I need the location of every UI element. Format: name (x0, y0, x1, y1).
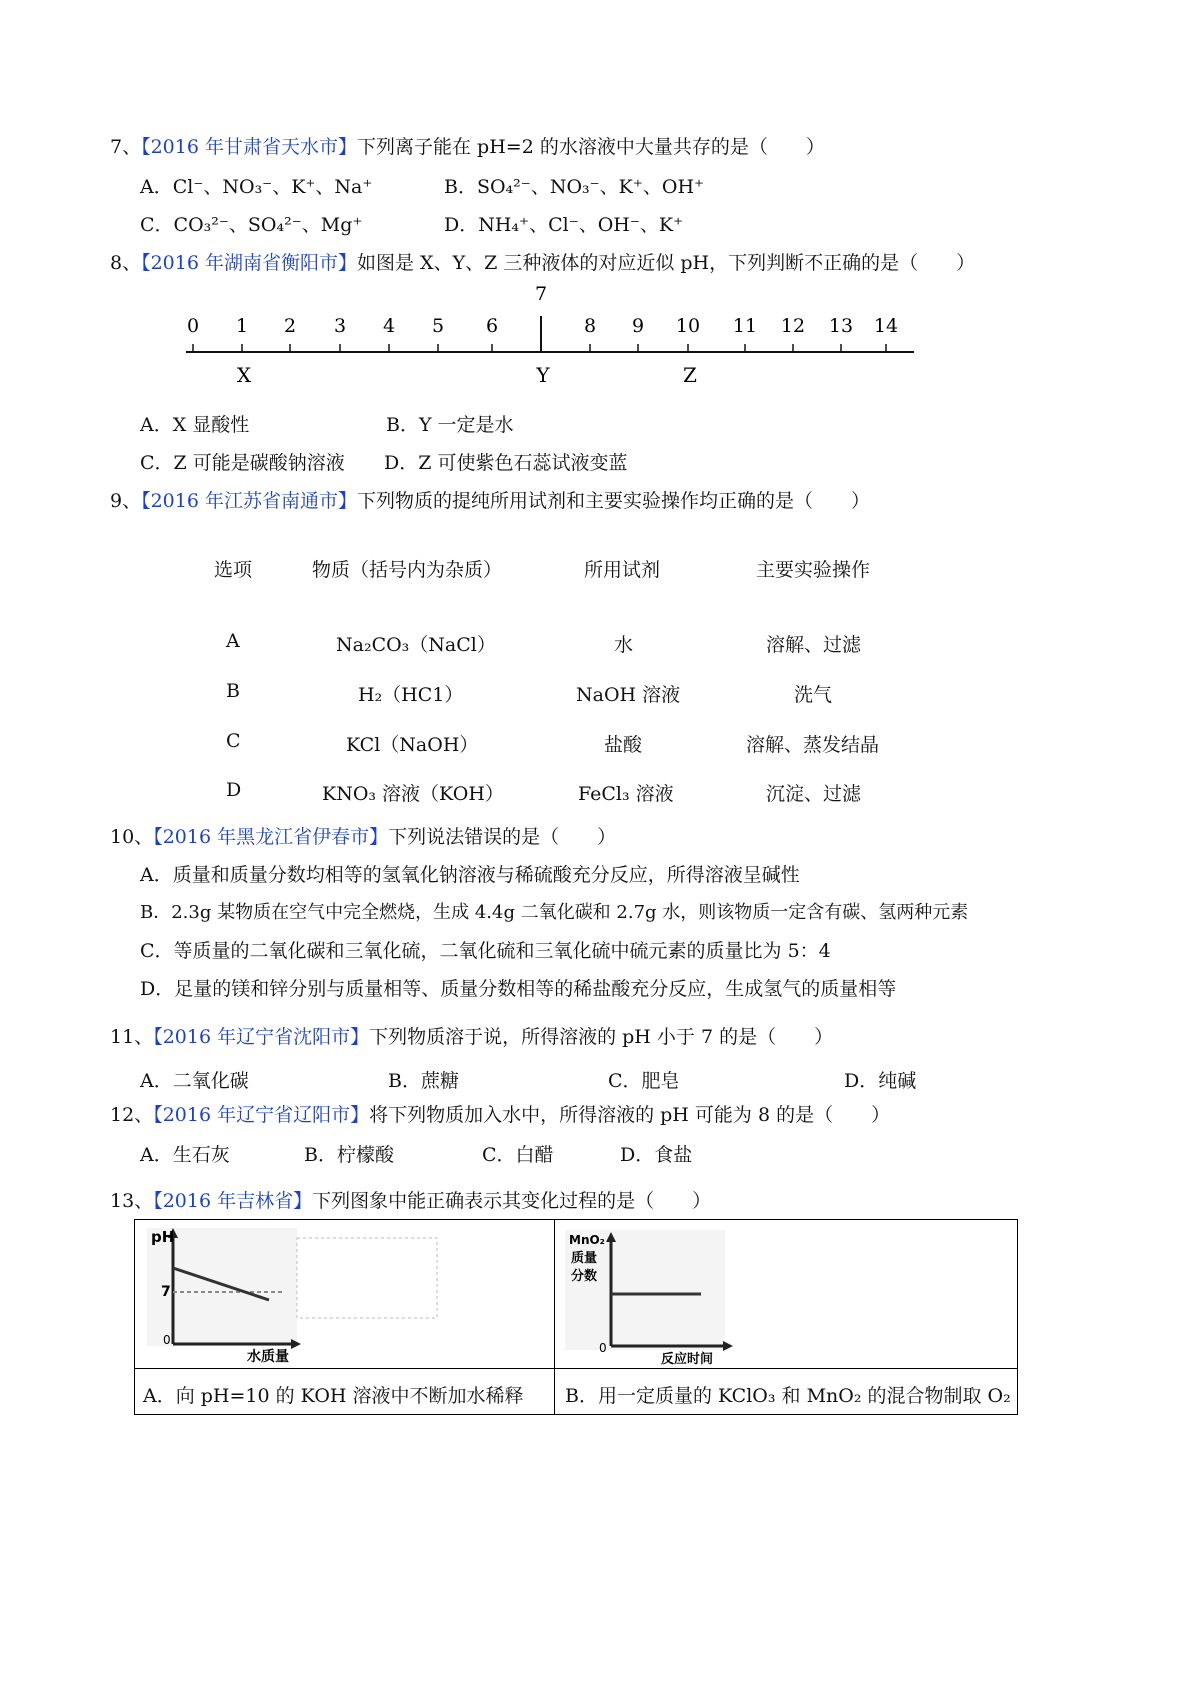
graph-b-bg (565, 1230, 725, 1350)
q9-row-b-option: B (226, 680, 240, 702)
ph-tick-label-3: 3 (333, 315, 347, 337)
q11-source-tag: 【2016 年辽宁省沈阳市】 (153, 1026, 370, 1048)
ph-tick-label-2: 2 (283, 315, 297, 337)
q9-row-d-operation: 沉淀、过滤 (766, 783, 862, 805)
q9-row-b-operation: 洗气 (794, 684, 833, 706)
ph-tick-label-14: 14 (873, 315, 899, 337)
q13-caption-a-cell (134, 1368, 555, 1415)
graph-b-ylabel-2: 质量 (571, 1251, 598, 1266)
q11-stem-line (110, 1022, 833, 1049)
q8-stem: 如图是 X、Y、Z 三种液体的对应近似 pH，下列判断不正确的是（ ） (357, 252, 976, 274)
q7-stem: 下列离子能在 pH=2 的水溶液中大量共存的是（ ） (357, 136, 825, 158)
q11-option-c: C．肥皂 (608, 1070, 680, 1092)
q8-option-b: B．Y 一定是水 (386, 414, 514, 436)
q9-row-a-substance: Na₂CO₃（NaCl） (336, 634, 496, 656)
graph-b-x-arrow (723, 1341, 733, 1351)
q10-stem: 下列说法错误的是（ ） (388, 826, 617, 848)
q11-option-d: D．纯碱 (844, 1070, 917, 1092)
q8-option-d: D．Z 可使紫色石蕊试液变蓝 (384, 452, 628, 474)
q8-option-c: C．Z 可能是碳酸钠溶液 (140, 452, 345, 474)
q9-row-a-operation: 溶解、过滤 (766, 634, 862, 656)
graph-a-xlabel: 水质量 (247, 1349, 289, 1365)
q9-stem: 下列物质的提纯所用试剂和主要实验操作均正确的是（ ） (357, 490, 871, 512)
q12-option-d: D．食盐 (620, 1144, 693, 1166)
q13-stem-line (110, 1186, 711, 1213)
q9-source-tag: 【2016 年江苏省南通市】 (141, 490, 357, 512)
q12-option-a: A．生石灰 (140, 1144, 230, 1166)
q10-stem-line (110, 822, 616, 849)
q9-row-a-option: A (226, 630, 240, 652)
q9-header-operation: 主要实验操作 (756, 559, 871, 581)
q10-option-d: D．足量的镁和锌分别与质量相等、质量分数相等的稀盐酸充分反应，生成氢气的质量相等 (140, 978, 897, 1000)
q9-row-d-substance: KNO₃ 溶液（KOH） (322, 783, 504, 805)
graph-b-xlabel: 反应时间 (661, 1352, 714, 1367)
q9-row-c-option: C (226, 730, 241, 752)
q13-caption-b: B．用一定质量的 KClO₃ 和 MnO₂ 的混合物制取 O₂ (565, 1385, 1011, 1407)
ph-tick-label-5: 5 (431, 315, 445, 337)
q10-option-a: A．质量和质量分数均相等的氢氧化钠溶液与稀硫酸充分反应，所得溶液呈碱性 (140, 864, 800, 886)
q7-number: 7、 (110, 136, 142, 158)
ph-marker-x: X (236, 363, 252, 387)
q10-option-b: B．2.3g 某物质在空气中完全燃烧，生成 4.4g 二氧化碳和 2.7g 水，则该物质一定含有碳、氢两种元素 (140, 902, 969, 923)
q9-stem-line (110, 486, 870, 513)
q13-source-tag: 【2016 年吉林省】 (153, 1190, 313, 1212)
ph-tick-label-8: 8 (583, 315, 597, 337)
q13-number: 13、 (110, 1190, 154, 1212)
ph-marker-z: Z (683, 363, 697, 387)
q8-number: 8、 (110, 252, 142, 274)
graph-b-ylabel-1: MnO₂ (569, 1233, 605, 1247)
q7-source-tag: 【2016 年甘肃省天水市】 (141, 136, 357, 158)
ph-tick-label-7: 7 (534, 283, 548, 305)
q9-number: 9、 (110, 490, 142, 512)
q8-source-tag: 【2016 年湖南省衡阳市】 (141, 252, 357, 274)
q9-header-option: 选项 (214, 559, 253, 581)
q12-source-tag: 【2016 年辽宁省辽阳市】 (153, 1104, 370, 1126)
q11-stem: 下列物质溶于说，所得溶液的 pH 小于 7 的是（ ） (369, 1026, 834, 1048)
q10-option-c: C．等质量的二氧化碳和三氧化硫，二氧化硫和三氧化硫中硫元素的质量比为 5：4 (140, 940, 831, 962)
q7-option-d: D．NH₄⁺、Cl⁻、OH⁻、K⁺ (444, 214, 684, 236)
q13-caption-a: A．向 pH=10 的 KOH 溶液中不断加水稀释 (143, 1385, 524, 1407)
q8-stem-line (110, 248, 975, 275)
q13-cell-graph-b (554, 1219, 1018, 1369)
q9-row-b-reagent: NaOH 溶液 (576, 684, 681, 706)
ph-tick-label-11: 11 (732, 315, 758, 337)
graph-b-origin: 0 (599, 1341, 607, 1355)
ph-tick-label-9: 9 (631, 315, 645, 337)
q12-option-b: B．柠檬酸 (304, 1144, 394, 1166)
ph-tick-label-0: 0 (186, 315, 200, 337)
q11-option-a: A．二氧化碳 (140, 1070, 249, 1092)
q9-row-c-operation: 溶解、蒸发结晶 (746, 734, 880, 756)
q9-row-d-reagent: FeCl₃ 溶液 (578, 783, 674, 805)
graph-a-ylabel: pH (151, 1228, 175, 1246)
q12-stem: 将下列物质加入水中，所得溶液的 pH 可能为 8 的是（ ） (369, 1104, 891, 1126)
ph-marker-y: Y (536, 363, 550, 387)
q12-stem-line (110, 1100, 890, 1127)
graph-b-ylabel-3: 分数 (571, 1269, 598, 1284)
q7-option-a: A．Cl⁻、NO₃⁻、K⁺、Na⁺ (140, 176, 373, 198)
q10-source-tag: 【2016 年黑龙江省伊春市】 (153, 826, 389, 848)
ph-tick-label-10: 10 (675, 315, 701, 337)
q7-option-b: B．SO₄²⁻、NO₃⁻、K⁺、OH⁺ (444, 176, 705, 198)
q7-option-c: C．CO₃²⁻、SO₄²⁻、Mg⁺ (140, 214, 363, 236)
ph-scale-diagram (0, 280, 1200, 390)
ph-tick-label-1: 1 (235, 315, 249, 337)
ph-tick-label-4: 4 (382, 315, 396, 337)
q13-stem: 下列图象中能正确表示其变化过程的是（ ） (312, 1190, 712, 1212)
q13-graph-b (555, 1220, 1017, 1368)
graph-a-y7-label: 7 (161, 1284, 171, 1300)
q13-graph-a (135, 1220, 554, 1368)
q12-option-c: C．白醋 (482, 1144, 554, 1166)
q11-number: 11、 (110, 1026, 154, 1048)
q9-row-a-reagent: 水 (614, 634, 634, 656)
graph-a-noise-box (297, 1238, 437, 1318)
q8-option-a: A．X 显酸性 (140, 414, 250, 436)
graph-a-origin: 0 (163, 1333, 171, 1347)
q9-header-reagent: 所用试剂 (584, 559, 661, 581)
q9-row-b-substance: H₂（HC1） (358, 684, 464, 706)
q13-caption-b-cell (554, 1368, 1018, 1415)
q13-cell-graph-a (134, 1219, 555, 1369)
ph-tick-label-6: 6 (485, 315, 499, 337)
ph-tick-label-12: 12 (780, 315, 806, 337)
q9-row-d-option: D (226, 779, 242, 801)
q7-stem-line (110, 132, 825, 159)
q9-row-c-reagent: 盐酸 (604, 734, 643, 756)
q11-option-b: B．蔗糖 (388, 1070, 459, 1092)
q12-number: 12、 (110, 1104, 154, 1126)
q10-number: 10、 (110, 826, 154, 848)
q9-row-c-substance: KCl（NaOH） (346, 734, 479, 756)
ph-tick-label-13: 13 (828, 315, 854, 337)
q9-header-substance: 物质（括号内为杂质） (312, 559, 503, 581)
